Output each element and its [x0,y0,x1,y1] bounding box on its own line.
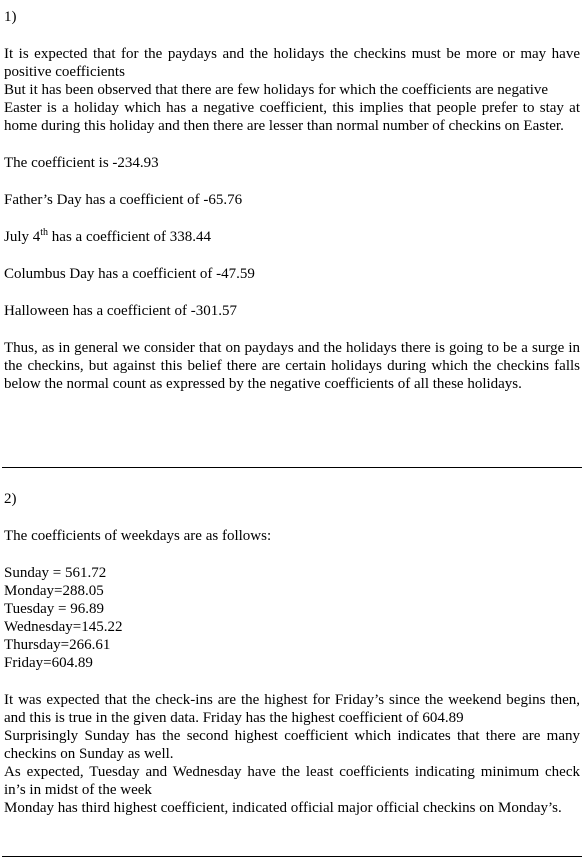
july-4th-prefix: July 4 [4,229,41,245]
section-2-number: 2) [4,491,17,507]
section-2-analysis-paragraph-1: It was expected that the check-ins are the highest for Friday’s since the weekend begins then, and this is true in the given data. Friday has the highest coefficient of 604.89 [4,692,580,726]
weekday-tuesday: Tuesday = 96.89 [4,601,104,617]
section-1-intro-paragraph-2: But it has been observed that there are few holidays for which the coefficients are negative [4,82,549,98]
weekday-intro: The coefficients of weekdays are as follows: [4,528,272,544]
section-2-analysis-paragraph-4: Monday has third highest coefficient, indicated official major official checkins on Monday’s. [4,800,562,816]
section-1-intro-paragraph-1: It is expected that for the paydays and the holidays the checkins must be more or may have positive coefficients [4,46,580,80]
document-body [4,8,580,393]
section-divider-1 [2,467,582,468]
section-2-analysis-paragraph-3: As expected, Tuesday and Wednesday have the least coefficients indicating minimum check in’s in midst of the week [4,764,580,798]
section-2 [4,490,580,817]
section-1-conclusion: Thus, as in general we consider that on paydays and the holidays there is going to be a surge in the checkins, but against this belief there are certain holidays during which the checkins falls below the normal count as expressed by the negative coefficients of all these holidays. [4,340,580,392]
weekday-thursday: Thursday=266.61 [4,637,111,653]
section-divider-2 [2,856,582,857]
halloween-coefficient: Halloween has a coefficient of -301.57 [4,303,237,319]
july-4th-suffix: has a coefficient of 338.44 [48,229,212,245]
weekday-friday: Friday=604.89 [4,655,93,671]
fathers-day-coefficient: Father’s Day has a coefficient of -65.76 [4,192,243,208]
columbus-day-coefficient: Columbus Day has a coefficient of -47.59 [4,266,255,282]
weekday-wednesday: Wednesday=145.22 [4,619,123,635]
weekday-sunday: Sunday = 561.72 [4,565,107,581]
july-4th-superscript: th [40,227,49,238]
section-1-intro-paragraph-3: Easter is a holiday which has a negative coefficient, this implies that people prefer to stay at home during this holiday and then there are lesser than normal number of checkins on Easter. [4,100,580,134]
section-1-number: 1) [4,9,17,25]
easter-coefficient: The coefficient is -234.93 [4,155,159,171]
july-4th-coefficient [4,228,580,246]
section-2-analysis-paragraph-2: Surprisingly Sunday has the second highest coefficient which indicates that there are many checkins on Sunday as well. [4,728,580,762]
weekday-monday: Monday=288.05 [4,583,104,599]
